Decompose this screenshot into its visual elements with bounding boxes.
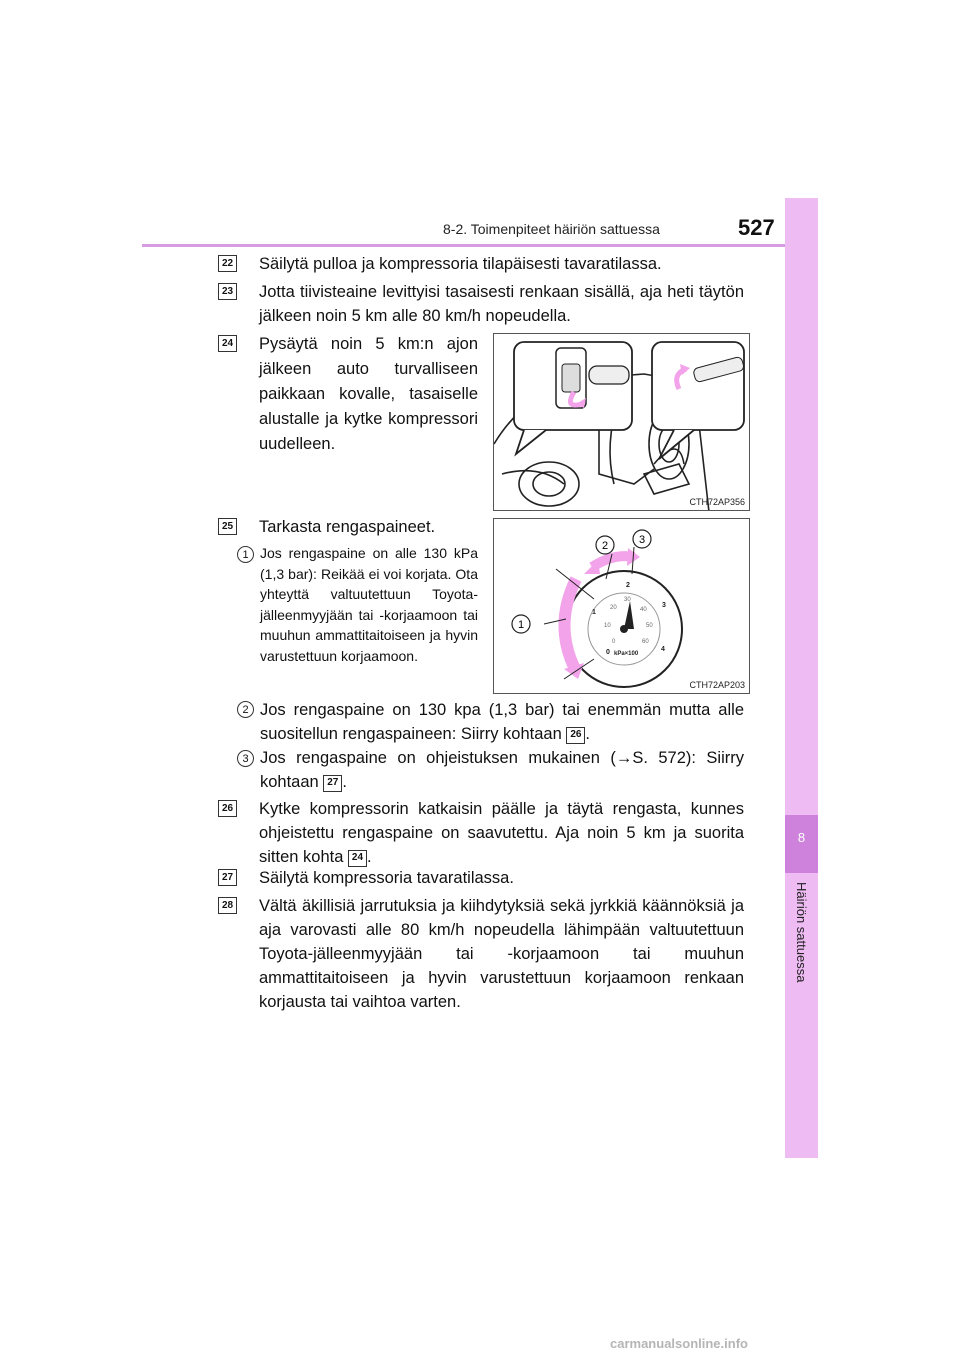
step-text-22: Säilytä pulloa ja kompressoria tilapäisesti tavaratilassa. <box>259 255 662 273</box>
header-divider <box>142 244 818 247</box>
outer-tick-4: 4 <box>661 646 665 653</box>
substep-text-1: Jos rengaspaine on alle 130 kPa (1,3 bar): Reikää ei voi korjata. Ota yhteyttä valtuutettuun Toyota-jälleenmyyjään tai -korjaamoon tai muuhun ammattitaitoiseen ja hyvin varustettuun korjaamoon. <box>260 545 478 664</box>
outer-tick-1: 1 <box>592 609 596 616</box>
substep-number-2: 2 <box>237 701 254 718</box>
step-number-22: 22 <box>218 255 237 272</box>
figure-code: CTH72AP203 <box>689 680 745 690</box>
page-number: 527 <box>738 215 775 240</box>
compressor-illustration <box>493 333 750 511</box>
step-number-26: 26 <box>218 800 237 817</box>
chapter-label: Häiriön sattuessa <box>794 882 809 983</box>
step-number-25: 25 <box>218 518 237 535</box>
pressure-gauge-drawing <box>494 519 750 694</box>
inner-tick-60: 60 <box>642 639 649 645</box>
outer-tick-2: 2 <box>626 582 630 589</box>
pressure-gauge-illustration <box>493 518 750 694</box>
gauge-callout-1: 1 <box>517 619 525 631</box>
step-text-25: Tarkasta rengaspaineet. <box>259 518 436 536</box>
step-number-24: 24 <box>218 335 237 352</box>
chapter-side-tab <box>785 198 818 1158</box>
inner-tick-20: 20 <box>610 605 617 611</box>
step-reference-24: 24 <box>348 850 367 867</box>
inner-tick-10: 10 <box>604 623 611 629</box>
step-reference-27: 27 <box>323 775 342 792</box>
step-number-27: 27 <box>218 869 237 886</box>
substep-number-1: 1 <box>237 546 254 563</box>
figure-code: CTH72AP356 <box>689 497 745 507</box>
chapter-number: 8 <box>797 830 806 845</box>
gauge-callout-3: 3 <box>638 534 646 546</box>
inner-tick-50: 50 <box>646 623 653 629</box>
section-title: 8-2. Toimenpiteet häiriön sattuessa <box>443 221 660 237</box>
gauge-callout-2: 2 <box>601 540 609 552</box>
substep-number-3: 3 <box>237 750 254 767</box>
step-text-28: Vältä äkillisiä jarrutuksia ja kiihdytyksiä sekä jyrkkiä käännöksiä ja aja varovasti alle 80 km/h nopeudella lähimpään valtuutettuun Toyota-jälleenmyyjään tai -korjaamoon tai muuhun ammattitaitoiseen ja hyvin varustettuun korjaamoon renkaan korjausta tai vaihtoa varten. <box>259 897 744 1011</box>
step-number-23: 23 <box>218 283 237 300</box>
step-text-27: Säilytä kompressoria tavaratilassa. <box>259 869 514 887</box>
outer-tick-3: 3 <box>662 602 666 609</box>
inner-tick-0: 0 <box>612 639 616 645</box>
substep-text-3: Jos rengaspaine on ohjeistuksen mukainen (→S. 572): Siirry kohtaan 27 . <box>260 749 744 791</box>
step-number-28: 28 <box>218 897 237 914</box>
step-text-23: Jotta tiivisteaine levittyisi tasaisesti renkaan sisällä, aja heti täytön jälkeen noin 5 km alle 80 km/h nopeudella. <box>259 283 744 325</box>
outer-tick-0: 0 <box>606 649 610 656</box>
car-compressor-drawing <box>494 334 750 511</box>
inner-tick-30: 30 <box>624 597 631 603</box>
step-text-26: Kytke kompressorin katkaisin päälle ja täytä rengasta, kunnes ohjeistettu rengaspaine on saavutettu. Aja noin 5 km ja suorita sitten kohta 24 . <box>259 800 744 866</box>
inner-tick-40: 40 <box>640 607 647 613</box>
gauge-unit: kPa×100 <box>614 651 639 657</box>
substep-text-2: Jos rengaspaine on 130 kpa (1,3 bar) tai enemmän mutta alle suositellun rengaspaineen: Siirry kohtaan 26 . <box>260 701 744 743</box>
watermark: carmanualsonline.info <box>610 1336 748 1351</box>
step-text-24: Pysäytä noin 5 km:n ajon jälkeen auto turvalliseen paikkaan kovalle, tasaiselle alustalle ja kytke kompressori uudelleen. <box>259 335 478 453</box>
step-reference-26: 26 <box>566 727 585 744</box>
